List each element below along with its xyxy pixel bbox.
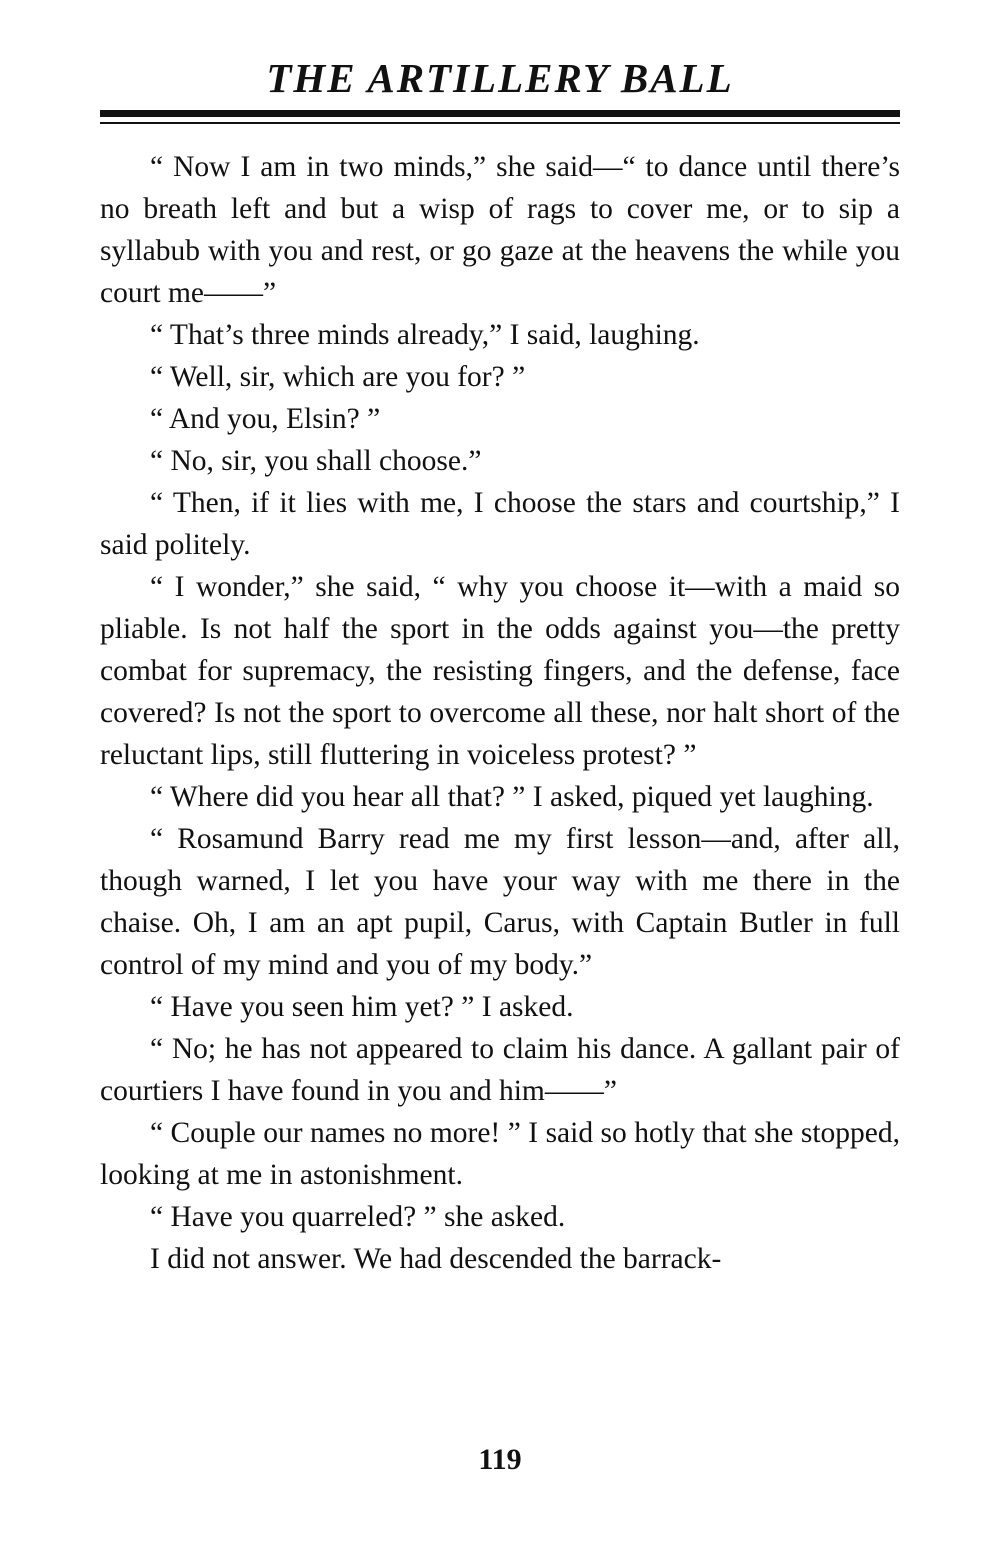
paragraph: “ Rosamund Barry read me my first lesson—and, after all, though warned, I let you have your way with me there in the chaise. Oh, I am an apt pupil, Carus, with Captain Butler in full control of my mind and you of my body.”	[100, 823, 900, 981]
running-head: THE ARTILLERY BALL	[266, 55, 734, 101]
paragraph: “ I wonder,” she said, “ why you choose it—with a maid so pliable. Is not half the sport in the odds against you—the pretty combat for supremacy, the resisting fingers, and the defense, face covered? Is not the sport to overcome all these, nor halt short of the reluctant lips, still fluttering in voiceless protest? ”	[100, 571, 900, 771]
header-rule-thick	[100, 110, 900, 117]
paragraph: “ No, sir, you shall choose.”	[150, 445, 482, 477]
paragraph: I did not answer. We had descended the barrack-	[150, 1243, 722, 1275]
paragraph: “ Have you quarreled? ” she asked.	[150, 1201, 566, 1233]
paragraph: “ Couple our names no more! ” I said so hotly that she stopped, looking at me in astonishment.	[100, 1117, 900, 1191]
body-text	[100, 146, 900, 1280]
paragraph: “ Well, sir, which are you for? ”	[150, 361, 526, 393]
paragraph: “ And you, Elsin? ”	[150, 403, 381, 435]
paragraph: “ Where did you hear all that? ” I asked, piqued yet laughing.	[150, 781, 874, 813]
header-rule-thin	[100, 122, 900, 124]
paragraph: “ Then, if it lies with me, I choose the stars and courtship,” I said politely.	[100, 487, 900, 561]
paragraph: “ No; he has not appeared to claim his dance. A gallant pair of courtiers I have found in you and him——”	[100, 1033, 900, 1107]
paragraph: “ That’s three minds already,” I said, laughing.	[150, 319, 700, 351]
paragraph: “ Now I am in two minds,” she said—“ to dance until there’s no breath left and but a wisp of rags to cover me, or to sip a syllabub with you and rest, or go gaze at the heavens the while you court me——”	[100, 151, 900, 309]
paragraph: “ Have you seen him yet? ” I asked.	[150, 991, 574, 1023]
page-number: 119	[478, 1443, 522, 1476]
